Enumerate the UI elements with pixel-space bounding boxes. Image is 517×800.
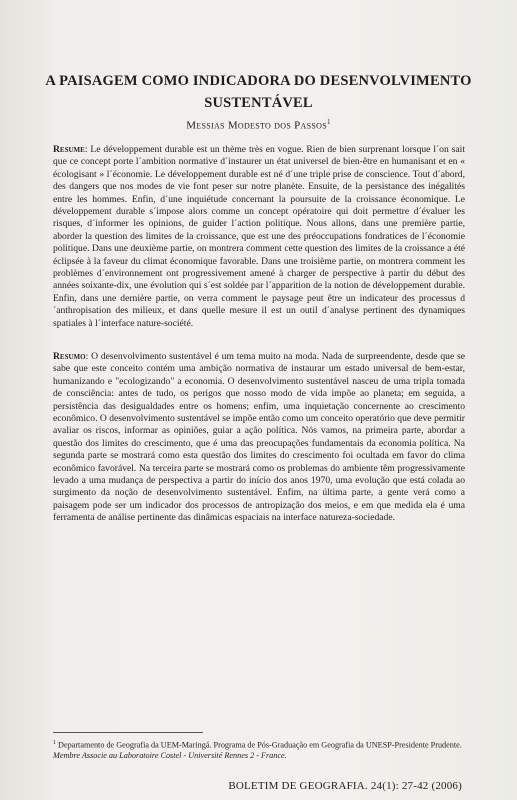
footnote-italic-text: Membre Associe au Laboratoire Costel - Université Rennes 2 - France. — [53, 751, 287, 761]
resumo-label: Resumo — [53, 351, 86, 362]
author-footnote-mark: 1 — [326, 118, 331, 126]
resumo-paragraph — [53, 351, 465, 525]
footnote-mark: 1 — [53, 740, 56, 746]
journal-footer: BOLETIM DE GEOGRAFIA. 24(1): 27-42 (2006) — [228, 780, 462, 792]
resume-text: : Le développement durable est un thème très en vogue. Rien de bien surprenant lorsque l´on sait que ce concept porte l´ambition normative d´instaurer un état universel de bien-être en humanisant et en « écologisant » l´économie. Le développement durable est né d´une triple prise de conscience. Tout d´abord, des dangers que nos modes de vie font peser sur notre planète. Ensuite, de la persistance des inégalités entre les hommes. Enfin, d´une inquiétude concernant la poursuite de la croissance économique. Le développement durable s´impose alors comme un concept opératoire qui doit permettre d´évaluer les risques, d´informer les opinions, de guider l´action politique. Nous allons, dans une première partie, aborder la question des limites de la croissance, que est une des préoccupations fondratices de l´économie politique. Dans une deuxième partie, on montrera comment cette question des limites de la croissance a été éclipsée à la faveur du climat économique favorable. Dans une troisième partie, on montrera comment les problèmes d´environnement ont progressivement amené à charger de perspective à partir du début des années soixante-dix, une évolution qui s´est soldée par l´apparition de la notion de développement durable. Enfin, dans une dernière partie, on verra comment le paysage peut être un indicateur des processus d´anthropisation des milieux, et dans quelle mesure il est un outil d´analyse pertinent des dynamiques spatiales à l´interface nature-société. — [53, 144, 465, 329]
author-name: Messias Modesto dos Passos — [186, 119, 327, 132]
footnote-divider — [53, 732, 203, 733]
article-author — [30, 118, 487, 132]
resume-paragraph — [53, 144, 465, 330]
footnote — [53, 738, 473, 762]
article-title: A PAISAGEM COMO INDICADORA DO DESENVOLVIMENTO SUSTENTÁVEL — [45, 73, 472, 111]
resume-label: Resume — [53, 144, 85, 155]
resumo-text: : O desenvolvimento sustentável é um tema muito na moda. Nada de surpreendente, desde que se sabe que este conceito contém uma ambição normativa de instaurar um estado universal de bem-estar, humanizando e "ecologizando" a economia. O desenvolvimento sustentável nasceu de uma tripla tomada de consciência: antes de tudo, os perigos que nosso modo de vida impõe ao planeta; em seguida, a persistência das desigualdades entre os homens; enfim, uma inquietação concernente ao crescimento econômico. O desenvolvimento sustentável se impõe então como um conceito operatório que deve permitir avaliar os riscos, informar as opiniões, guiar a ação política. Nós vamos, na primeira parte, abordar a questão dos limites do crescimento, que é uma das preocupações fundamentais da economia política. Na segunda parte se mostrará como esta questão dos limites do crescimento foi ocultada em favor do clima econômico favorável. Na terceira parte se mostrará como os problemas do ambiente têm progressivamente levado a uma mudança de perspectiva a partir do início dos anos 1970, uma evolução que está colada ao surgimento da noção de desenvolvimento sustentável. Enfim, na última parte, a gente verá como a paisagem pode ser um indicador dos processos de antropização dos meios, e em que medida ela é uma ferramenta de análise pertinente das dinâmicas espaciais na interface natureza-sociedade. — [53, 351, 465, 524]
footnote-text: Departamento de Geografia da UEM-Maringá. Programa de Pós-Graduação em Geografia da UNESP-Presidente Prudente. — [56, 740, 462, 750]
